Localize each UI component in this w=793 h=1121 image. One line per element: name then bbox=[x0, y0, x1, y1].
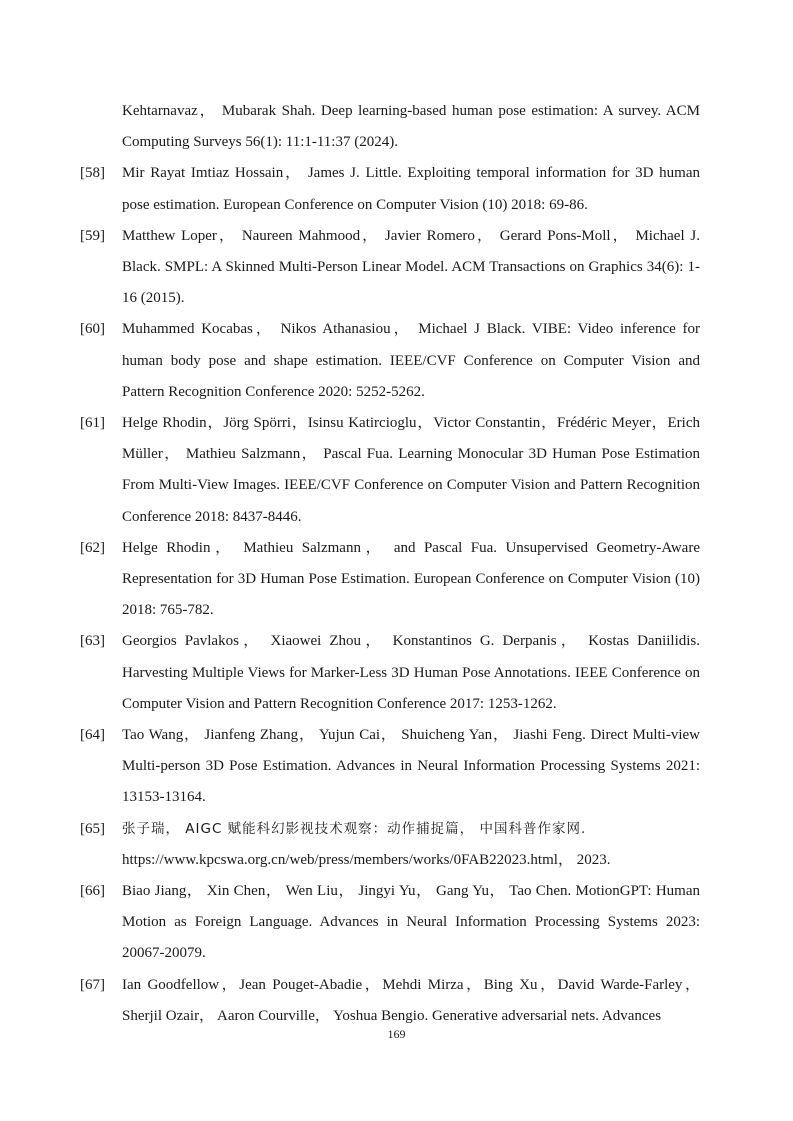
reference-item-64 bbox=[80, 720, 700, 814]
reference-text: Georgios Pavlakos， Xiaowei Zhou， Konstantinos G. Derpanis， Kostas Daniilidis. Harvesting Multiple Views for Marker-Less 3D Human Pose Annotations. IEEE Conference on Computer Vision and Pattern Recognition Conference 2017: 1253-1262. bbox=[122, 633, 700, 712]
reference-item-57-continued bbox=[80, 96, 700, 158]
reference-number: [59] bbox=[80, 227, 105, 244]
reference-item-62 bbox=[80, 533, 700, 627]
reference-number: [62] bbox=[80, 539, 105, 556]
reference-item-67 bbox=[80, 970, 700, 1032]
reference-text: Helge Rhodin，Jörg Spörri，Isinsu Katircioglu，Victor Constantin，Frédéric Meyer，Erich Müller， Mathieu Salzmann， Pascal Fua. Learning Monocular 3D Human Pose Estimation From Multi-View Images. IEEE/CVF Conference on Computer Vision and Pattern Recognition Conference 2018: 8437-8446. bbox=[122, 415, 700, 525]
reference-item-59 bbox=[80, 221, 700, 315]
reference-item-63 bbox=[80, 626, 700, 720]
reference-text: Muhammed Kocabas， Nikos Athanasiou， Michael J Black. VIBE: Video inference for human body pose and shape estimation. IEEE/CVF Conference on Computer Vision and Pattern Recognition Conference 2020: 5252-5262. bbox=[122, 321, 700, 400]
reference-list bbox=[80, 96, 700, 1032]
reference-number: [67] bbox=[80, 976, 105, 993]
reference-number: [65] bbox=[80, 820, 105, 837]
reference-cjk-text: 张子瑞， AIGC 赋能科幻影视技术观察：动作捕捉篇， 中国科普作家网. bbox=[122, 820, 587, 837]
reference-number: [66] bbox=[80, 883, 105, 900]
reference-text: Kehtarnavaz， Mubarak Shah. Deep learning-based human pose estimation: A survey. ACM Computing Surveys 56(1): 11:1-11:37 (2024). bbox=[122, 103, 700, 151]
reference-item-61 bbox=[80, 408, 700, 533]
reference-text: Mir Rayat Imtiaz Hossain， James J. Little. Exploiting temporal information for 3D human pose estimation. European Conference on Computer Vision (10) 2018: 69-86. bbox=[122, 165, 700, 213]
reference-item-65 bbox=[80, 814, 700, 876]
page-number: 169 bbox=[387, 1027, 406, 1041]
reference-text: Tao Wang， Jianfeng Zhang， Yujun Cai， Shuicheng Yan， Jiashi Feng. Direct Multi-view Multi-person 3D Pose Estimation. Advances in Neural Information Processing Systems 2021: 13153-13164. bbox=[122, 727, 700, 806]
reference-item-58 bbox=[80, 158, 700, 220]
reference-number: [63] bbox=[80, 633, 105, 650]
reference-number: [61] bbox=[80, 415, 105, 432]
reference-item-60 bbox=[80, 314, 700, 408]
reference-text: Helge Rhodin， Mathieu Salzmann， and Pascal Fua. Unsupervised Geometry-Aware Representation for 3D Human Pose Estimation. European Conference on Computer Vision (10) 2018: 765-782. bbox=[122, 539, 700, 619]
reference-text: Matthew Loper， Naureen Mahmood， Javier Romero， Gerard Pons-Moll， Michael J. Black. SMPL: A Skinned Multi-Person Linear Model. ACM Transactions on Graphics 34(6): 1-16 (2015). bbox=[122, 227, 700, 307]
reference-text: Biao Jiang， Xin Chen， Wen Liu， Jingyi Yu， Gang Yu， Tao Chen. MotionGPT: Human Motion as Foreign Language. Advances in Neural Information Processing Systems 2023: 20067-20079. bbox=[122, 883, 700, 962]
reference-number: [58] bbox=[80, 165, 105, 182]
reference-text bbox=[122, 814, 700, 876]
reference-number: [64] bbox=[80, 727, 105, 744]
reference-number: [60] bbox=[80, 321, 105, 338]
reference-item-66 bbox=[80, 876, 700, 970]
reference-text: Ian Goodfellow，Jean Pouget-Abadie，Mehdi Mirza，Bing Xu，David Warde-Farley，Sherjil Ozair， Aaron Courville， Yoshua Bengio. Generative adversarial nets. Advances bbox=[122, 976, 700, 1024]
reference-url-text: https://www.kpcswa.org.cn/web/press/members/works/0FAB22023.html， 2023. bbox=[122, 851, 611, 868]
